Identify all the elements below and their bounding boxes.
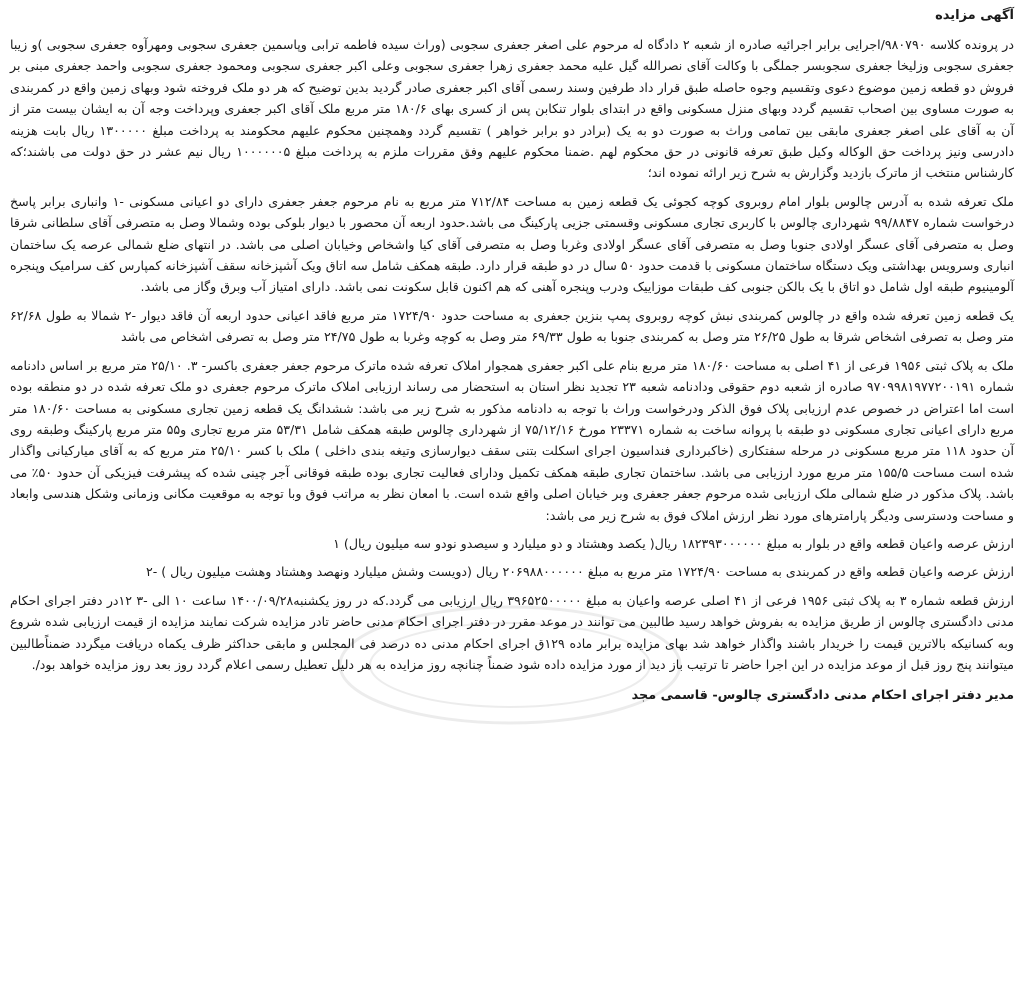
valuation-1: ارزش عرصه واعیان قطعه واقع در بلوار به مبلغ ۱۸۲۳۹۳۰۰۰۰۰۰ ریال( یکصد وهشتاد و دو میلیارد و سیصدو نودو سه میلیون ریال) ۱ [333, 535, 1014, 551]
valuation-3-and-terms: ارزش قطعه شماره ۳ به پلاک ثبتی ۱۹۵۶ فرعی از ۴۱ اصلی عرصه واعیان به مبلغ ۳۹۶۵۲۵۰۰۰۰۰ ریال ارزیابی می گردد.که در روز یکشنبه۱۴۰۰/۰۹/۲۸ ساعت ۱۰ الی -۳ ۱۲در دفتر اجرای احکام مدنی دادگستری چالوس از طریق مزایده به بفروش خواهد رسید طالبین می توانند در موعد مقرر در دفتر اجرای احکام مدنی حاضر تادر مزایده شرکت نمایند مزایده از قیمت ارزیابی شده شروع وبه کسانیکه بالاترین قیمت را خریدار باشند واگذار خواهد شد بهای مزایده برابر ماده ۱۲۹ق اجرای احکام مدنی ده درصد فی المجلس و مابقی حداکثر ظرف یکماه دریافت میگردد ضمناًطالبین میتوانند پنج روز قبل از موعد مزایده در این اجرا حاضر تا ترتیب باز دید از مورد مزایده داده شود ضمناً چنانچه روز مزایده به هر دلیل تعطیل رسمی اعلام گردد روز بعد روز مزایده خواهد بود/. [10, 592, 1014, 672]
property-item-1: ملک تعرفه شده به آدرس چالوس بلوار امام روبروی کوچه کجوئی یک قطعه زمین به مساحت ۷۱۲/۸۴ متر مربع به نام مرحوم جعفر جعفری دارای دو اعیانی مسکونی -۱ وانباری برابر پاسخ درخواست شماره ۹۹/۸۸۴۷ شهرداری چالوس با کاربری تجاری مسکونی وقسمتی جزیی پارکینگ می باشد.حدود اربعه آن محصور با دیوار بلوکی بوده وشمالا وصل به متصرفی آقای سلطانی شرقا وصل به متصرفی آقای عسگر اولادی جنوبا وصل به متصرفی آقای عسگر اولادی وغربا وصل به متصرفی آقای کیا واشخاص وخیابان اصلی می باشد. در انتهای ضلع شمالی عرصه یک ساختمان انباری وسرویس بهداشتی ویک دستگاه ساختمان مسکونی با قدمت حدود ۵۰ سال در دو طبقه قرار دارد. طبقه همکف شامل سه اتاق ویک آشپزخانه سقف آشپزخانه کمپارس کف سرامیک وپنجره آلومینیوم طبقه اول شامل دو اتاق با یک بالکن جنوبی کف طبقات موزاییک ودرب وپنجره آهنی که هم اکنون قابل سکونت نمی باشد. دارای امتیاز آب وبرق وگاز می باشد. [10, 193, 1014, 295]
signature-line: مدیر دفتر اجرای احکام مدنی دادگستری چالوس- قاسمی مجد [631, 688, 1014, 704]
intro-paragraph: در پرونده کلاسه ۹۸۰۷۹۰/اجرایی برابر اجرائیه صادره از شعبه ۲ دادگاه له مرحوم علی اصغر جعفری سجوبی (وراث سیده فاطمه ترابی وپاسمین جعفری سجوبی ومهرآوه جعفری سجوبی )و زیبا جعفری سجوبی وزلیخا جعفری سجوبسر جملگی با وکالت آقای نصرالله گیل علیه محمد جعفری زهرا جعفری سجوبی وعلی اکبر جعفری سجوبی ومحمود جعفری سجوبی واحمد جعفری مبنی بر فروش دو قطعه زمین موضوع دعوی وتقسیم وجوه حاصله طبق قرار داد طرفین وسند رسمی آقای اکبر جعفری صادر گردید بدین توضیح که هر دو ملک فروخته شود وبهای زمین واقع در کمربندی به صورت مساوی بین اصحاب تقسیم گردد وبهای منزل مسکونی واقع در ابتدای بلوار تنکابن پس از کسری بهای ۱۸۰/۶ متر مربع ملک آقای اکبر جعفری وپرداخت وجه آن به ایشان بیست متر از آن به آقای علی اصغر جعفری مابقی بین تمامی وراث به صورت دو به یک (برادر دو برابر خواهر ) تقسیم گردد وهمچنین محکوم علیهم محکومند به پرداخت مبلغ ۱۳۰۰۰۰۰ ریال بابت هزینه دادرسی ونیز پرداخت حق الوکاله وکیل طبق تعرفه قانونی در حق محکوم لهم .ضمنا محکوم علیهم وفق مقررات ملزم به پرداخت مبلغ ۱۰۰۰۰۰۰۵ ریال نیم عشر در حق دولت می باشند؛که کارشناس منتخب از ماترک بازدید وگزارش به شرح زیر ارائه نموده اند؛ [10, 37, 1015, 181]
property-item-2: یک قطعه زمین تعرفه شده واقع در چالوس کمربندی نبش کوچه روبروی پمپ بنزین جعفری به مساحت حدود ۱۷۲۴/۹۰ متر مربع فاقد اعیانی حدود اربعه آن فاقد دیوار -۲ شمالا به طول ۶۲/۶۸ متر وصل به تصرفی اشخاص شرقا به طول ۲۶/۲۵ متر وصل به کمربندی جنوبا به طول ۶۹/۳۳ متر وصل به کوچه وغربا به طول ۲۴/۷۵ متر وصل به تصرفی اشخاص می باشد [10, 307, 1014, 345]
notice-title: آگهی مزایده [935, 8, 1014, 23]
valuation-2: ارزش عرصه واعیان قطعه واقع در کمربندی به مساحت ۱۷۲۴/۹۰ متر مربع به مبلغ ۲۰۶۹۸۸۰۰۰۰۰۰ ریال (دویست وشش میلیارد ونهصد وهشتاد وهشت میلیون ریال ) -۲ [145, 564, 1014, 580]
property-item-3: ملک به پلاک ثبتی ۱۹۵۶ فرعی از ۴۱ اصلی به مساحت ۱۸۰/۶۰ متر مربع بنام علی اکبر جعفری همجوار املاک تعرفه شده ماترک مرحوم جعفر جعفری باکسر- ۳. ۲۵/۱۰ متر مربع بر اساس دادنامه شماره ۹۷۰۹۹۸۱۹۷۷۲۰۰۱۹۱ صادره از شعبه دوم حقوقی ودادنامه شعبه ۲۳ تجدید نظر استان به استحضار می رساند ارزیابی املاک ماترک مرحوم جعفری دو ملک تعرفه شده در دو منطقه بوده است اما اعتراض در خصوص عدم ارزیابی پلاک فوق الذکر ودرخواست وراث با توجه به دادنامه مذکور به شرح زیر می باشد: ششدانگ یک قطعه زمین تجاری مسکونی به مساحت ۱۸۰/۶۰ متر مربع دارای اعیانی تجاری مسکونی دو طبقه با پروانه ساخت به شماره ۲۳۳۷۱ مورخ ۷۵/۱۲/۱۶ از شهرداری چالوس طبقه همکف شامل ۵۳/۳۱ متر مربع تجاری و۵۵ متر مربع پارکینگ وطبقه روی آن حدود ۱۱۸ متر مربع مسکونی در مرحله سفتکاری (خاکبرداری فنداسیون اجرای اسکلت بتنی سقف دیوارسازی وتیغه بندی داخلی ) ملک با کسر ۲۵/۱۰ متر مربع که به آقای میارکیانی واگذار شده است مساحت ۱۵۵/۵ متر مربع مورد ارزیابی می باشد. ساختمان تجاری طبقه همکف تکمیل ودارای فعالیت تجاری بوده طبقه فوقانی آجر چینی شده که پیشرفت فیزیکی آن حدود ۵۰٪ می باشد. پلاک مذکور در ضلع شمالی ملک ارزیابی شده مرحوم جعفر جعفری وبر خیابان اصلی واقع شده است. با امعان نظر به مراتب فوق وبا توجه به موقعیت مکانی وزمانی وشکل هندسی وابعاد و مساحت ودسترسی ودیگر پارامترهای مورد نظر ارزش املاک فوق به شرح زیر می باشد: [10, 357, 1015, 523]
